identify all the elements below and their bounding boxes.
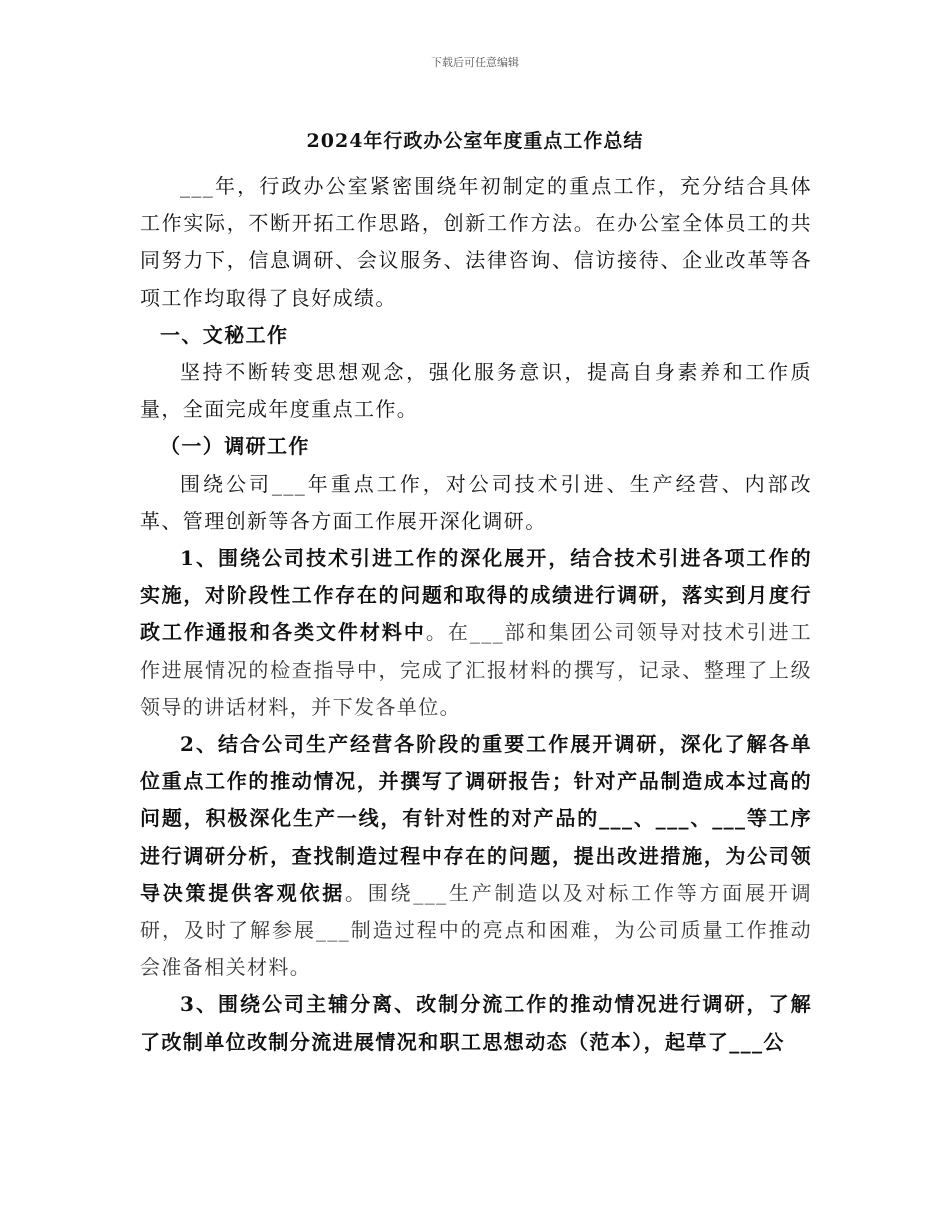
- item-3-bold-text: 3、围绕公司主辅分离、改制分流工作的推动情况进行调研，了解了改制单位改制分流进展情况和职工思想动态（范本），起草了___公: [140, 992, 812, 1054]
- item-1-text: 。在___部和集团公司领导对技术引进工作进展情况的检查指导中，完成了汇报材料的撰写，记录、整理了上级领导的讲话材料，并下发各单位。: [140, 620, 812, 719]
- item-3-paragraph: [140, 986, 812, 1060]
- item-1-bold-text: 1、围绕公司技术引进工作的深化展开，结合技术引进各项工作的实施，对阶段性工作存在的问题和取得的成绩进行调研，落实到月度行政工作通报和各类文件材料中: [140, 546, 812, 645]
- section-heading-1: 一、文秘工作: [160, 322, 289, 347]
- subsection-heading-1: （一）调研工作: [160, 434, 310, 459]
- header-note: 下载后可任意编辑: [431, 56, 519, 69]
- subsection-1-paragraph: 围绕公司___年重点工作，对公司技术引进、生产经营、内部改革、管理创新等各方面工作展开深化调研。: [140, 471, 812, 533]
- document-title: 2024年行政办公室年度重点工作总结: [306, 130, 644, 152]
- item-1-paragraph: [140, 540, 812, 726]
- section-1-paragraph: 坚持不断转变思想观念，强化服务意识，提高自身素养和工作质量，全面完成年度重点工作。: [140, 360, 812, 422]
- item-2-paragraph: [140, 726, 812, 986]
- document-body: [140, 168, 812, 1061]
- item-2-text: 。围绕___生产制造以及对标工作等方面展开调研，及时了解参展___制造过程中的亮点和困难，为公司质量工作推动会准备相关材料。: [140, 880, 812, 980]
- intro-paragraph: ___年，行政办公室紧密围绕年初制定的重点工作，充分结合具体工作实际，不断开拓工作思路，创新工作方法。在办公室全体员工的共同努力下，信息调研、会议服务、法律咨询、信访接待、企业改革等各项工作均取得了良好成绩。: [140, 174, 812, 310]
- item-2-bold-text: 2、结合公司生产经营各阶段的重要工作展开调研，深化了解各单位重点工作的推动情况，并撰写了调研报告；针对产品制造成本过高的问题，积极深化生产一线，有针对性的对产品的___、___、___等工序进行调研分析，查找制造过程中存在的问题，提出改进措施，为公司领导决策提供客观依据: [140, 732, 812, 905]
